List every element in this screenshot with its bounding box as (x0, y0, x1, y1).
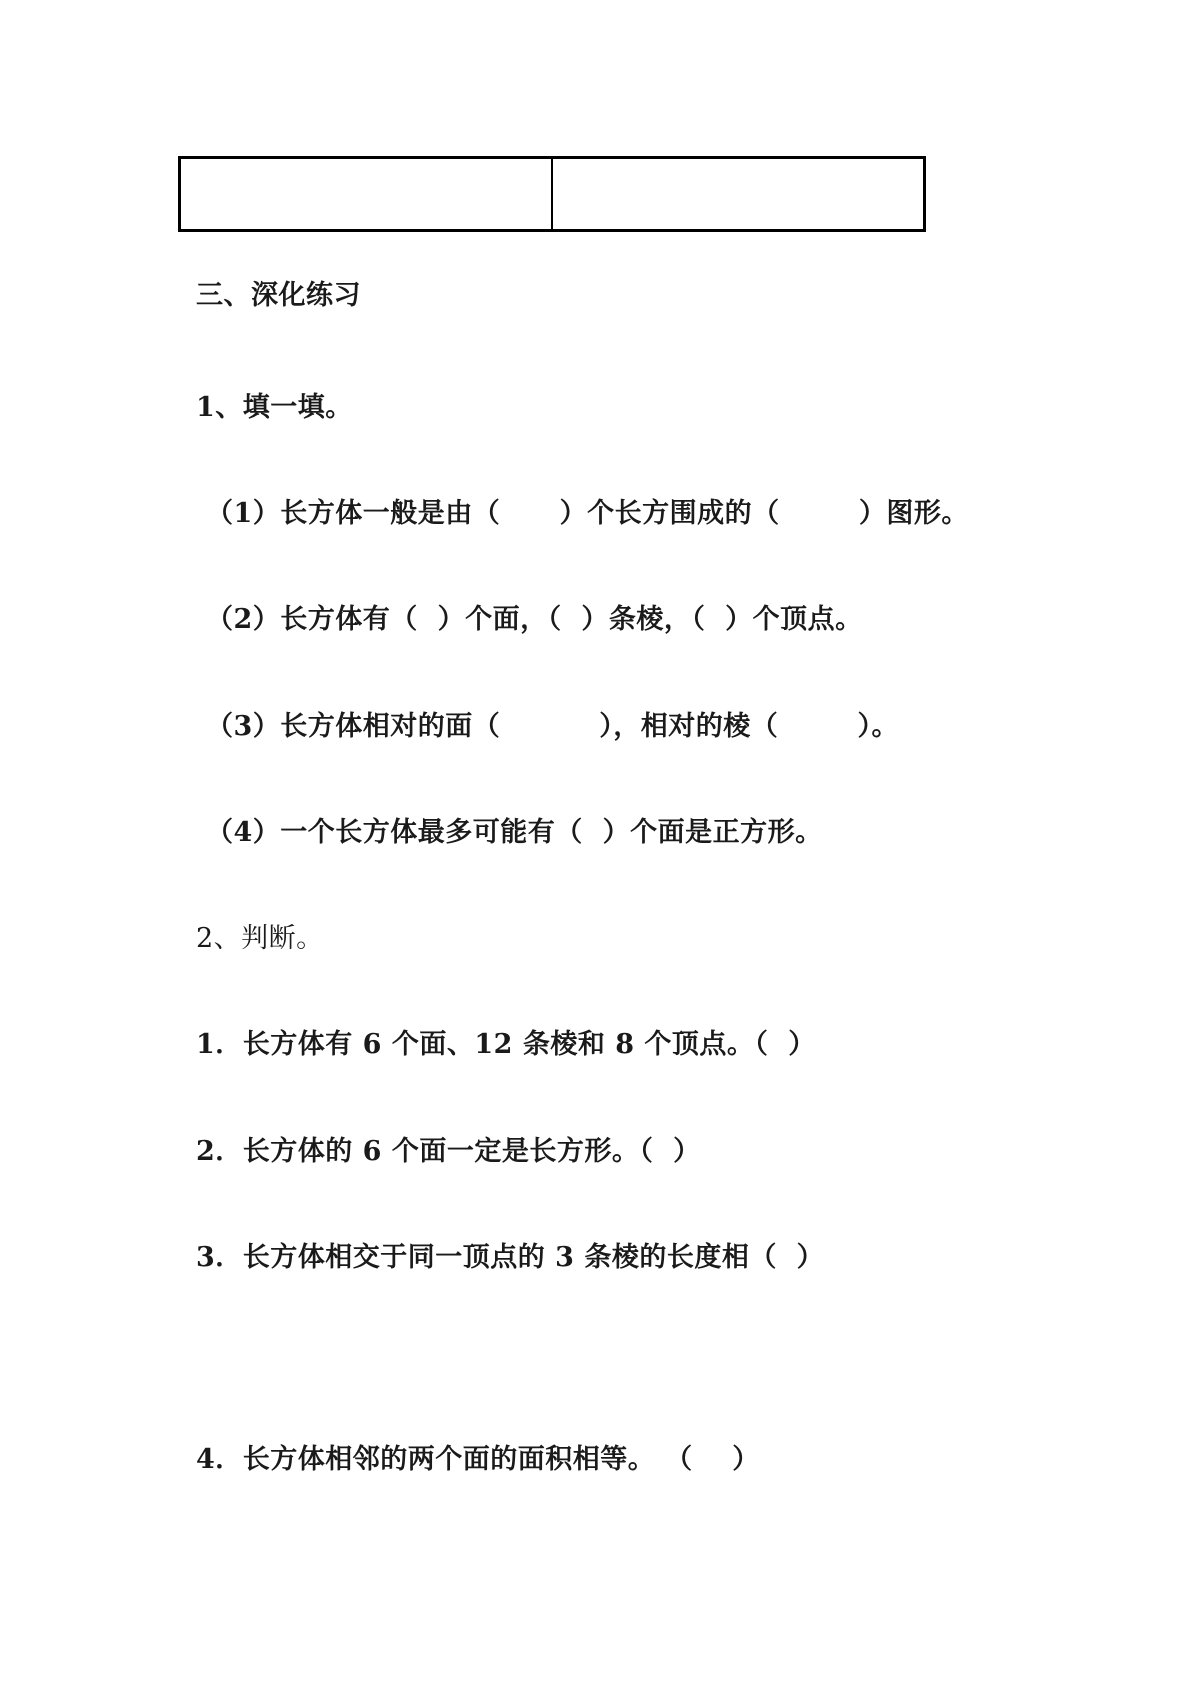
answer-cell-left[interactable] (181, 159, 551, 229)
fill-blank-item-1: （1）长方体一般是由（ ）个长方围成的（ ）图形。 (206, 498, 969, 529)
section-heading: 三、深化练习 (196, 280, 361, 311)
judge-item-4: 4．长方体相邻的两个面的面积相等。 （ ） (196, 1444, 760, 1475)
judge-item-3: 3．长方体相交于同一顶点的 3 条棱的长度相（ ） (196, 1242, 825, 1273)
fill-blank-item-3: （3）长方体相对的面（ ），相对的棱（ ）。 (206, 711, 899, 742)
fill-blank-item-4: （4）一个长方体最多可能有（ ）个面是正方形。 (206, 817, 823, 848)
answer-table (178, 156, 926, 232)
judge-item-2: 2．长方体的 6 个面一定是长方形。（ ） (196, 1136, 701, 1167)
judge-item-1: 1．长方体有 6 个面、12 条棱和 8 个顶点。（ ） (196, 1029, 816, 1060)
question-2-title: 2、判断。 (196, 923, 324, 954)
fill-blank-item-2: （2）长方体有（ ）个面，（ ）条棱，（ ）个顶点。 (206, 604, 863, 635)
question-1-title: 1、填一填。 (196, 392, 353, 423)
answer-cell-right[interactable] (551, 159, 923, 229)
